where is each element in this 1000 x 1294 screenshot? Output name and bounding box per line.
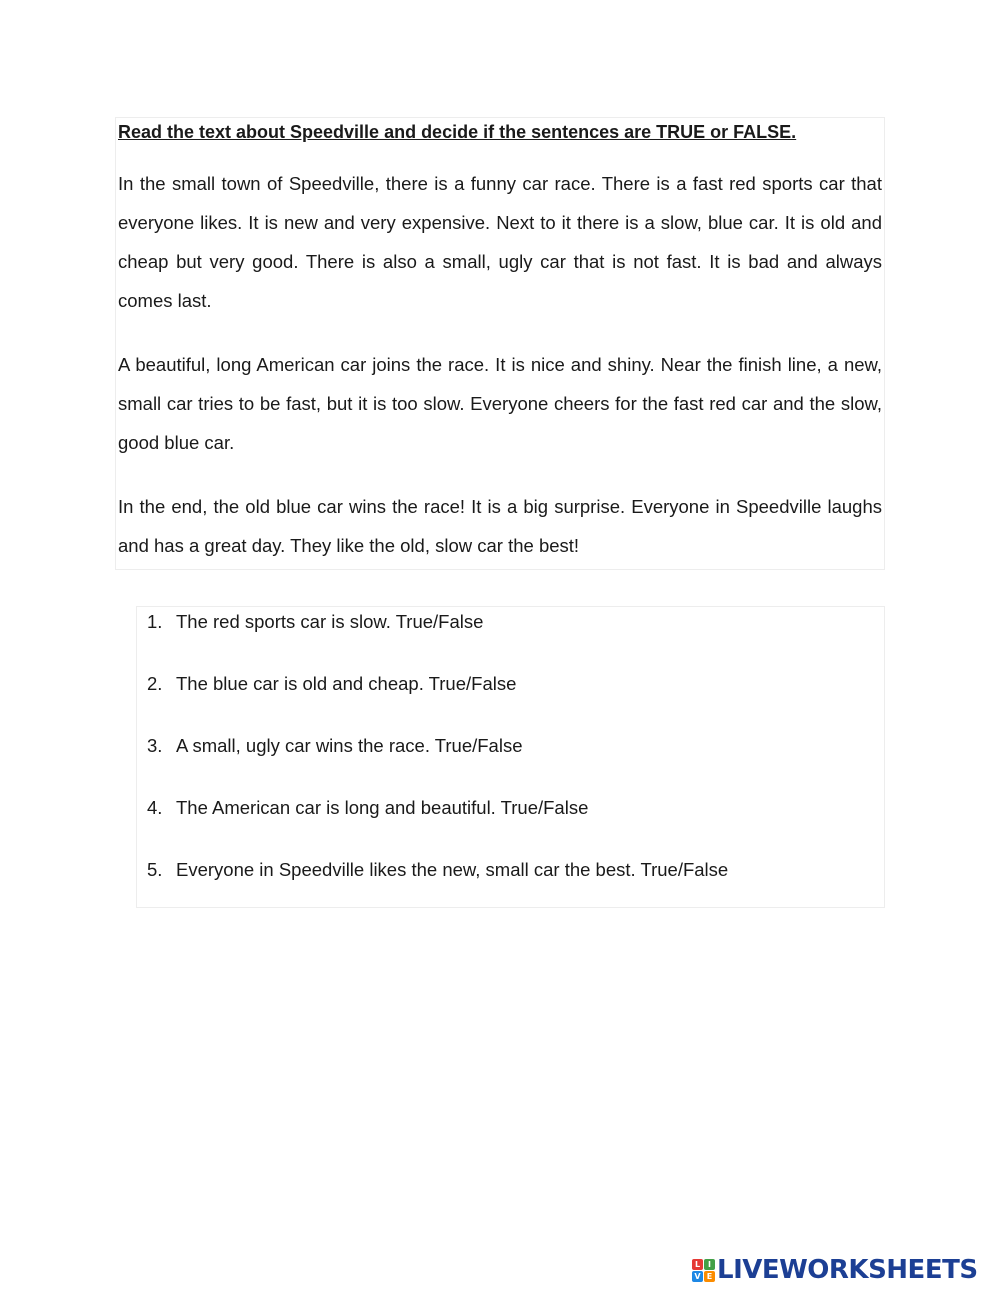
logo-letter-e: E (704, 1271, 715, 1282)
passage-paragraph-1: In the small town of Speedville, there is a funny car race. There is a fast red sports car that everyone likes. It is new and very expensive. Next to it there is a slow, blue car. It is old and cheap but very good. There is also a small, ugly car that is not fast. It is bad and always comes last. (118, 173, 882, 311)
question-item-3 (147, 734, 523, 758)
question-item-2 (147, 672, 516, 696)
passage-paragraph-3: In the end, the old blue car wins the race! It is a big surprise. Everyone in Speedville laughs and has a great day. They like the old, slow car the best! (118, 496, 882, 556)
question-number: 5. (147, 859, 163, 880)
question-item-4 (147, 796, 588, 820)
question-text: The red sports car is slow. True/False (176, 611, 484, 632)
passage-paragraph-2: A beautiful, long American car joins the race. It is nice and shiny. Near the finish line, a new, small car tries to be fast, but it is too slow. Everyone cheers for the fast red car and the slow, good blue car. (118, 354, 882, 453)
logo-letter-l: L (692, 1259, 703, 1270)
logo-grid-icon (692, 1259, 715, 1282)
logo-letter-i: I (704, 1259, 715, 1270)
question-number: 1. (147, 611, 163, 632)
question-number: 3. (147, 735, 163, 756)
logo-wordmark: LIVEWORKSHEETS (717, 1255, 978, 1285)
logo-letter-v: V (692, 1271, 703, 1282)
instructions-heading: Read the text about Speedville and decide if the sentences are TRUE or FALSE. (118, 122, 797, 142)
question-text: Everyone in Speedville likes the new, small car the best. True/False (176, 859, 729, 880)
question-text: The blue car is old and cheap. True/False (176, 673, 517, 694)
question-text: The American car is long and beautiful. True/False (176, 797, 589, 818)
question-item-1 (147, 610, 483, 634)
question-number: 4. (147, 797, 163, 818)
question-text: A small, ugly car wins the race. True/False (176, 735, 523, 756)
question-item-5 (147, 858, 728, 882)
question-number: 2. (147, 673, 163, 694)
liveworksheets-logo (692, 1256, 978, 1284)
